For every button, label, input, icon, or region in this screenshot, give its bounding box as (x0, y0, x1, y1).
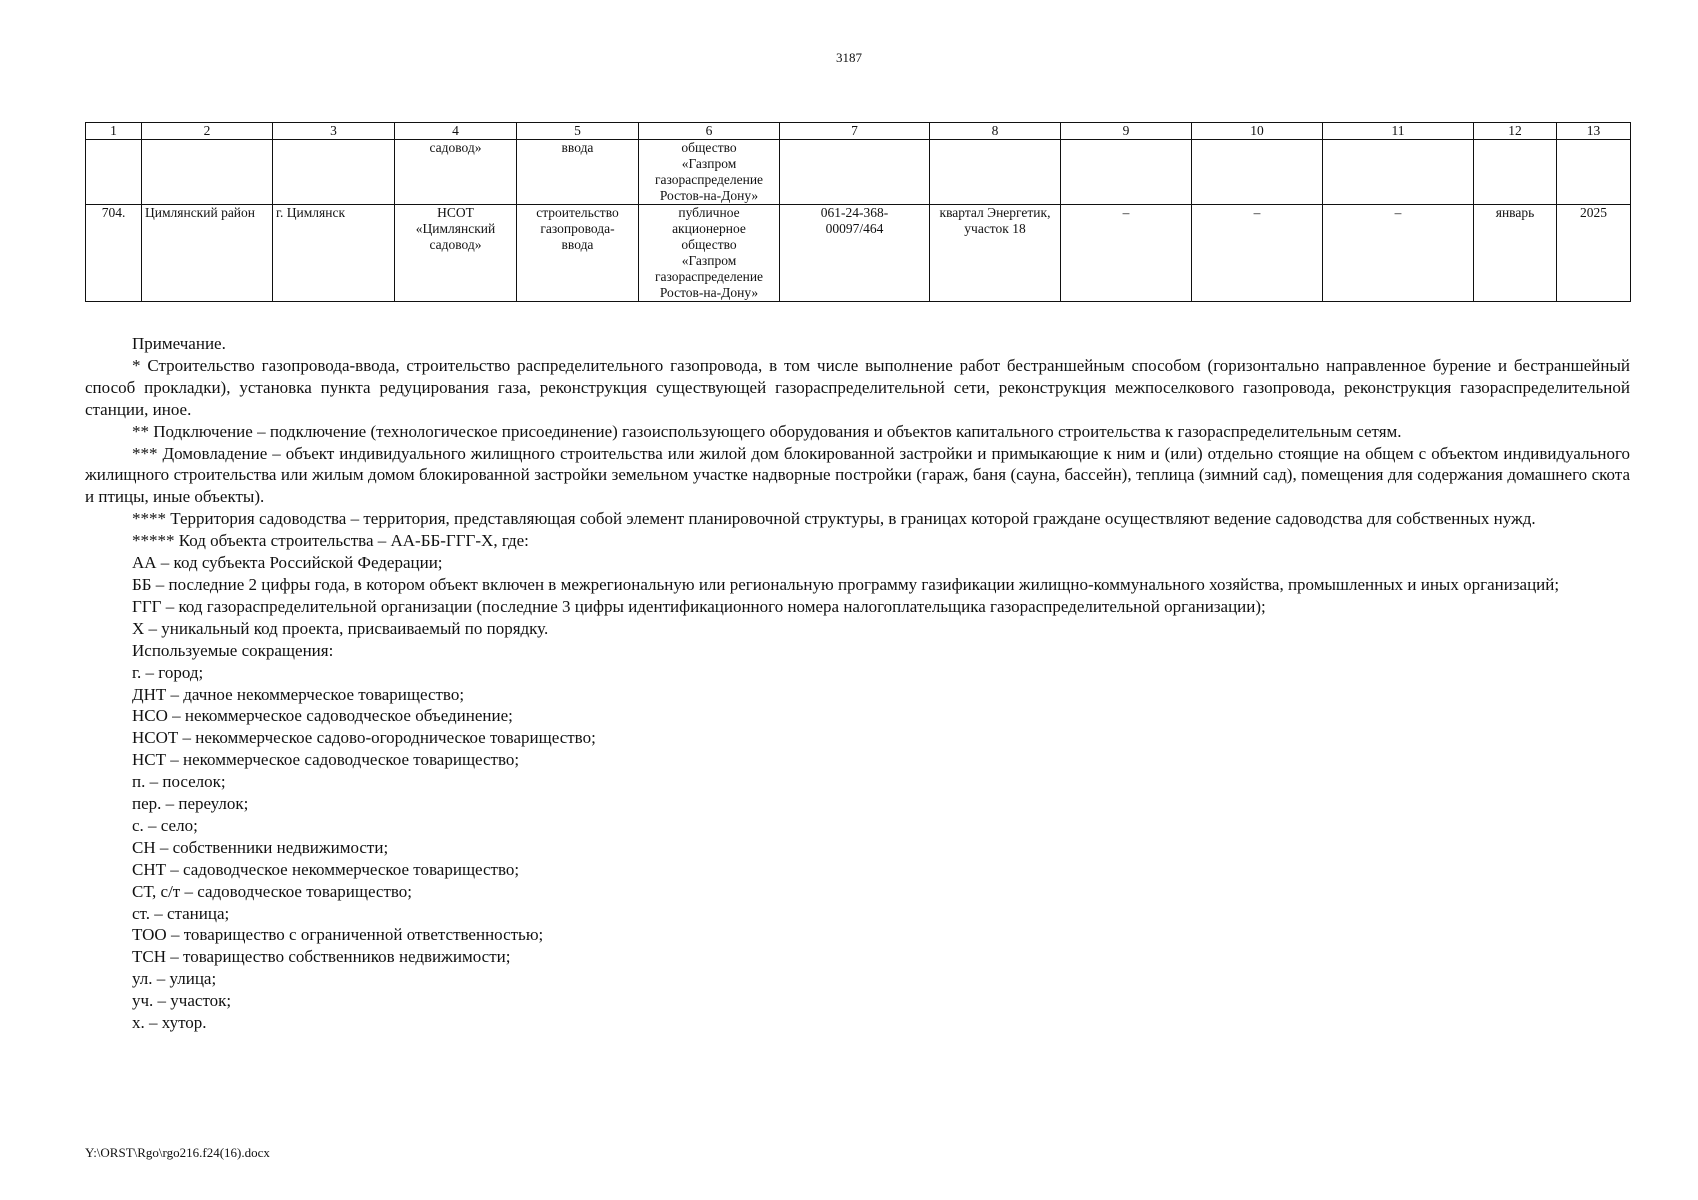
column-number: 3 (273, 123, 395, 140)
table-cell-col-3 (273, 205, 395, 302)
table-cell-col-10 (1192, 205, 1323, 302)
note-paragraph: АА – код субъекта Российской Федерации; (132, 553, 443, 573)
note-paragraph: * Строительство газопровода-ввода, строительство распределительного газопровода, в том числе выполнение работ бестраншейным способом (горизонтально направленное бурение и бестраншейный способ прокладки), установка пункта редуцирования газа, реконструкция существующей газораспределительной сети, реконструкция межпоселкового газопровода, реконструкция газораспределительной станции, иное. (85, 355, 1630, 419)
abbreviation-item: г. – город; (132, 662, 204, 682)
column-number: 2 (142, 123, 273, 140)
cell-text-line: – (1394, 205, 1402, 220)
abbreviations-list (85, 662, 1630, 1034)
table-cell-col-9 (1061, 140, 1192, 205)
cell-text-line: г. Цимлянск (276, 205, 346, 220)
page-number: 3187 (836, 50, 862, 65)
abbreviation-item: ст. – станица; (132, 903, 230, 923)
table-cell-col-13 (1557, 205, 1631, 302)
cell-text-line: акционерное (672, 221, 746, 236)
table-cell-col-4 (395, 205, 517, 302)
abbreviation-item: НСТ – некоммерческое садоводческое товарищество; (132, 750, 520, 770)
table-cell-col-6 (639, 205, 780, 302)
table-cell-col-8 (930, 140, 1061, 205)
abbreviation-item: ТОО – товарищество с ограниченной ответственностью; (132, 925, 544, 945)
column-number: 8 (930, 123, 1061, 140)
table-cell-col-7 (780, 205, 930, 302)
cell-text-line: 061-24-368- (820, 205, 889, 220)
table-cell-col-5 (517, 205, 639, 302)
cell-text-line: газопровода- (540, 221, 615, 236)
abbreviation-item: с. – село; (132, 815, 198, 835)
table-row (86, 205, 1631, 302)
cell-text-line: Цимлянский район (145, 205, 256, 220)
cell-text-line: садовод» (429, 237, 482, 252)
cell-text-line: – (1253, 205, 1261, 220)
column-number: 9 (1061, 123, 1192, 140)
column-number: 13 (1557, 123, 1631, 140)
abbreviation-item: уч. – участок; (132, 991, 232, 1011)
cell-text-line: «Газпром (681, 156, 737, 171)
note-paragraph: ***** Код объекта строительства – АА-ББ-ГГГ-Х, где: (132, 531, 529, 551)
column-number: 6 (639, 123, 780, 140)
cell-text-line: квартал Энергетик, (939, 205, 1051, 220)
cell-text-line: «Цимлянский (415, 221, 496, 236)
cell-text-line: садовод» (429, 140, 482, 155)
notes-section (85, 333, 1630, 1034)
column-number-row (86, 123, 1631, 140)
abbreviation-item: СТ, с/т – садоводческое товарищество; (132, 881, 413, 901)
table-cell-col-1 (86, 140, 142, 205)
abbreviation-item: СН – собственники недвижимости; (132, 837, 389, 857)
cell-text-line: газораспределение (654, 269, 764, 284)
table-cell-col-7 (780, 140, 930, 205)
table-cell-col-9 (1061, 205, 1192, 302)
note-paragraph: **** Территория садоводства – территория, представляющая собой элемент планировочной структуры, в границах которой граждане осуществляют ведение садоводства для собственных нужд. (132, 509, 1536, 529)
table-cell-col-11 (1323, 205, 1474, 302)
column-number: 10 (1192, 123, 1323, 140)
table-cell-col-13 (1557, 140, 1631, 205)
cell-text-line: 2025 (1580, 205, 1607, 220)
table-cell-col-1 (86, 205, 142, 302)
cell-text-line: 00097/464 (825, 221, 884, 236)
cell-text-line: Ростов-на-Дону» (659, 188, 759, 203)
cell-text-line: – (1122, 205, 1130, 220)
table-cell-col-3 (273, 140, 395, 205)
table-row (86, 140, 1631, 205)
column-number: 12 (1474, 123, 1557, 140)
cell-text-line: газораспределение (654, 172, 764, 187)
cell-text-line: ввода (561, 140, 594, 155)
note-paragraph: *** Домовладение – объект индивидуального жилищного строительства или жилой дом блокированной застройки и примыкающие к ним и (или) отдельно стоящие на общем с объектом индивидуального жилищного строительства или жилым домом блокированной застройки земельном участке надворные постройки (гараж, баня (сауна, бассейн), теплица (зимний сад), помещения для содержания домашнего скота и птицы, иные объекты). (85, 443, 1630, 507)
table-cell-col-10 (1192, 140, 1323, 205)
notes-heading: Примечание. (132, 334, 226, 353)
abbreviation-item: СНТ – садоводческое некоммерческое товарищество; (132, 859, 520, 879)
column-number: 7 (780, 123, 930, 140)
notes-paragraphs (85, 355, 1630, 640)
table-cell-col-12 (1474, 140, 1557, 205)
cell-text-line: общество (681, 140, 737, 155)
cell-text-line: ввода (561, 237, 594, 252)
table-cell-col-12 (1474, 205, 1557, 302)
note-paragraph: ББ – последние 2 цифры года, в котором объект включен в межрегиональную или региональную программу газификации жилищно-коммунального хозяйства, промышленных и иных организаций; (132, 574, 1560, 594)
table-cell-col-11 (1323, 140, 1474, 205)
note-paragraph: ** Подключение – подключение (технологическое присоединение) газоиспользующего оборудования и объектов капитального строительства к газораспределительным сетям. (132, 421, 1402, 441)
abbreviation-item: НСОТ – некоммерческое садово-огородническое товарищество; (132, 728, 596, 748)
abbreviation-item: х. – хутор. (132, 1013, 207, 1033)
cell-text-line: 704. (101, 205, 126, 220)
table-cell-col-6 (639, 140, 780, 205)
cell-text-line: участок 18 (964, 221, 1026, 236)
abbreviation-item: пер. – переулок; (132, 794, 249, 814)
cell-text-line: НСОТ (437, 205, 474, 220)
gasification-table (85, 122, 1631, 302)
note-paragraph: Х – уникальный код проекта, присваиваемый по порядку. (132, 618, 549, 638)
cell-text-line: строительство (536, 205, 619, 220)
cell-text-line: январь (1495, 205, 1535, 220)
abbreviation-item: ТСН – товарищество собственников недвижимости; (132, 947, 511, 967)
abbreviation-item: НСО – некоммерческое садоводческое объединение; (132, 706, 513, 726)
table-cell-col-8 (930, 205, 1061, 302)
note-paragraph: ГГГ – код газораспределительной организации (последние 3 цифры идентификационного номера налогоплательщика газораспределительной организации); (132, 596, 1266, 616)
cell-text-line: общество (681, 237, 737, 252)
abbreviations-heading: Используемые сокращения: (132, 640, 334, 660)
cell-text-line: публичное (678, 205, 740, 220)
column-number: 1 (86, 123, 142, 140)
column-number: 11 (1323, 123, 1474, 140)
table-cell-col-4 (395, 140, 517, 205)
cell-text-line: Ростов-на-Дону» (659, 285, 759, 300)
abbreviation-item: п. – поселок; (132, 772, 226, 792)
abbreviation-item: ул. – улица; (132, 969, 217, 989)
table-cell-col-2 (142, 205, 273, 302)
column-number: 5 (517, 123, 639, 140)
abbreviation-item: ДНТ – дачное некоммерческое товарищество; (132, 684, 465, 704)
file-path-footer: Y:\ORST\Rgo\rgo216.f24(16).docx (85, 1145, 270, 1160)
table-cell-col-2 (142, 140, 273, 205)
cell-text-line: «Газпром (681, 253, 737, 268)
column-number: 4 (395, 123, 517, 140)
table-cell-col-5 (517, 140, 639, 205)
